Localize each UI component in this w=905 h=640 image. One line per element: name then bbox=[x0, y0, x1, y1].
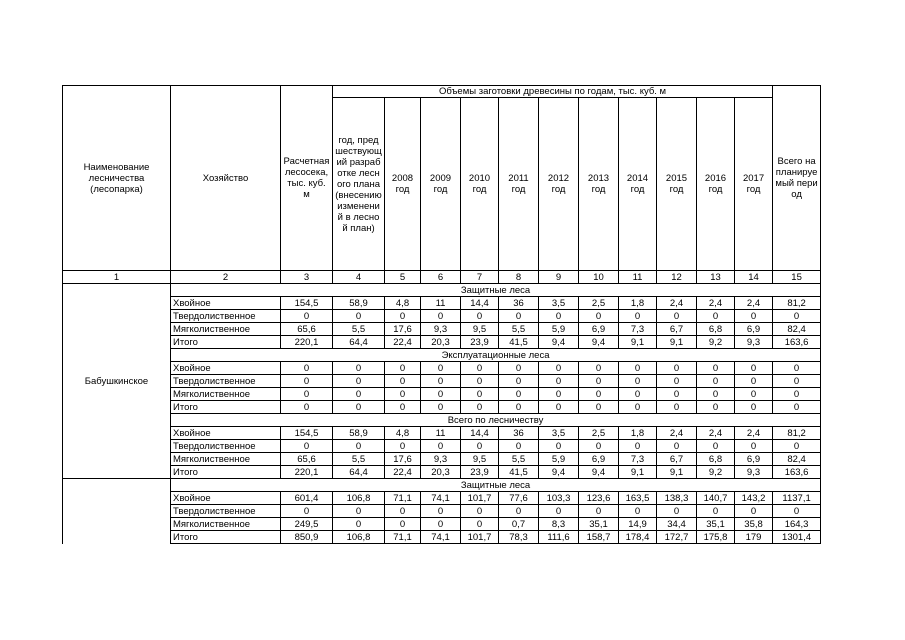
table-cell: 6,8 bbox=[697, 453, 735, 466]
table-cell: 14,4 bbox=[461, 297, 499, 310]
header-year: 2015 год bbox=[657, 98, 697, 271]
table-cell: 77,6 bbox=[499, 492, 539, 505]
table-cell: 0 bbox=[697, 375, 735, 388]
table-cell: 6,7 bbox=[657, 323, 697, 336]
table-cell: 64,4 bbox=[333, 466, 385, 479]
table-row bbox=[63, 492, 821, 505]
table-cell: 0 bbox=[735, 310, 773, 323]
column-number: 3 bbox=[281, 271, 333, 284]
table-cell: 9,1 bbox=[657, 336, 697, 349]
table-cell: 0 bbox=[333, 362, 385, 375]
table-cell: 0 bbox=[385, 518, 421, 531]
section-title: Защитные леса bbox=[171, 284, 821, 297]
table-cell: 0 bbox=[281, 440, 333, 453]
table-cell: 179 bbox=[735, 531, 773, 544]
row-label: Хвойное bbox=[171, 362, 281, 375]
table-cell: 36 bbox=[499, 427, 539, 440]
table-cell: 0 bbox=[281, 388, 333, 401]
table-cell: 0 bbox=[773, 505, 821, 518]
row-label: Хвойное bbox=[171, 297, 281, 310]
table-row bbox=[63, 453, 821, 466]
section-title: Всего по лесничеству bbox=[171, 414, 821, 427]
table-cell: 1,8 bbox=[619, 297, 657, 310]
table-cell: 0 bbox=[281, 375, 333, 388]
table-cell: 0 bbox=[333, 310, 385, 323]
table-cell: 17,6 bbox=[385, 323, 421, 336]
table-cell: 172,7 bbox=[657, 531, 697, 544]
table-cell: 5,5 bbox=[333, 323, 385, 336]
table-cell: 0 bbox=[697, 505, 735, 518]
table-cell: 143,2 bbox=[735, 492, 773, 505]
table-row bbox=[63, 375, 821, 388]
table-cell: 0 bbox=[773, 401, 821, 414]
section-row bbox=[63, 414, 821, 427]
row-label: Твердолиственное bbox=[171, 505, 281, 518]
table-cell: 0 bbox=[539, 388, 579, 401]
table-cell: 71,1 bbox=[385, 531, 421, 544]
table-cell: 35,1 bbox=[697, 518, 735, 531]
table-cell: 0 bbox=[281, 362, 333, 375]
table-cell: 81,2 bbox=[773, 427, 821, 440]
table-cell: 0 bbox=[333, 401, 385, 414]
table-cell: 9,3 bbox=[421, 323, 461, 336]
table-cell: 0 bbox=[697, 401, 735, 414]
forestry-name: Бабушкинское bbox=[63, 284, 171, 479]
table-cell: 9,4 bbox=[579, 466, 619, 479]
table-cell: 58,9 bbox=[333, 427, 385, 440]
table-row bbox=[63, 323, 821, 336]
table-cell: 106,8 bbox=[333, 492, 385, 505]
table-cell: 0 bbox=[657, 310, 697, 323]
table-cell: 0 bbox=[735, 505, 773, 518]
header-total: Всего на планируемый период bbox=[773, 86, 821, 271]
table-cell: 0 bbox=[657, 440, 697, 453]
table-cell: 5,5 bbox=[333, 453, 385, 466]
table-cell: 0 bbox=[539, 362, 579, 375]
table-cell: 14,4 bbox=[461, 427, 499, 440]
row-label: Мягколиственное bbox=[171, 323, 281, 336]
table-cell: 0 bbox=[333, 518, 385, 531]
table-row bbox=[63, 518, 821, 531]
table-cell: 0 bbox=[421, 362, 461, 375]
row-label: Мягколиственное bbox=[171, 453, 281, 466]
table-cell: 78,3 bbox=[499, 531, 539, 544]
table-cell: 164,3 bbox=[773, 518, 821, 531]
table-cell: 163,6 bbox=[773, 336, 821, 349]
section-title: Эксплуатационные леса bbox=[171, 349, 821, 362]
table-row bbox=[63, 440, 821, 453]
table-cell: 163,5 bbox=[619, 492, 657, 505]
table-cell: 0 bbox=[539, 505, 579, 518]
table-cell: 0 bbox=[619, 362, 657, 375]
column-number: 6 bbox=[421, 271, 461, 284]
table-cell: 163,6 bbox=[773, 466, 821, 479]
table-cell: 5,9 bbox=[539, 453, 579, 466]
table-cell: 101,7 bbox=[461, 492, 499, 505]
table-cell: 0,7 bbox=[499, 518, 539, 531]
column-number: 2 bbox=[171, 271, 281, 284]
table-cell: 0 bbox=[421, 505, 461, 518]
table-cell: 11 bbox=[421, 297, 461, 310]
header-year: 2017 год bbox=[735, 98, 773, 271]
table-cell: 23,9 bbox=[461, 336, 499, 349]
table-cell: 0 bbox=[735, 375, 773, 388]
table-cell: 0 bbox=[499, 362, 539, 375]
table-cell: 23,9 bbox=[461, 466, 499, 479]
table-cell: 3,5 bbox=[539, 297, 579, 310]
table-cell: 7,3 bbox=[619, 323, 657, 336]
table-cell: 0 bbox=[735, 388, 773, 401]
header-cut: Расчетная лесосека, тыс. куб. м bbox=[281, 86, 333, 271]
table-cell: 0 bbox=[499, 440, 539, 453]
column-number: 11 bbox=[619, 271, 657, 284]
table-cell: 0 bbox=[385, 401, 421, 414]
table-cell: 0 bbox=[421, 401, 461, 414]
row-label: Итого bbox=[171, 531, 281, 544]
table-cell: 5,9 bbox=[539, 323, 579, 336]
table-cell: 0 bbox=[657, 375, 697, 388]
table-cell: 6,8 bbox=[697, 323, 735, 336]
table-cell: 178,4 bbox=[619, 531, 657, 544]
table-cell: 22,4 bbox=[385, 466, 421, 479]
table-cell: 0 bbox=[773, 388, 821, 401]
table-cell: 2,5 bbox=[579, 297, 619, 310]
row-label: Итого bbox=[171, 401, 281, 414]
table-cell: 20,3 bbox=[421, 466, 461, 479]
table-cell: 0 bbox=[579, 310, 619, 323]
table-cell: 0 bbox=[579, 505, 619, 518]
column-number: 9 bbox=[539, 271, 579, 284]
table-cell: 0 bbox=[579, 375, 619, 388]
header-economy: Хозяйство bbox=[171, 86, 281, 271]
table-cell: 106,8 bbox=[333, 531, 385, 544]
table-cell: 14,9 bbox=[619, 518, 657, 531]
table-cell: 0 bbox=[619, 505, 657, 518]
table-cell: 154,5 bbox=[281, 297, 333, 310]
table-cell: 9,4 bbox=[539, 466, 579, 479]
table-cell: 0 bbox=[385, 388, 421, 401]
row-label: Хвойное bbox=[171, 492, 281, 505]
column-numbering-row bbox=[63, 271, 821, 284]
harvest-volume-table bbox=[62, 85, 821, 544]
table-row bbox=[63, 362, 821, 375]
table-cell: 0 bbox=[421, 388, 461, 401]
table-cell: 65,6 bbox=[281, 323, 333, 336]
table-cell: 9,2 bbox=[697, 466, 735, 479]
table-cell: 2,5 bbox=[579, 427, 619, 440]
table-cell: 0 bbox=[539, 401, 579, 414]
table-cell: 0 bbox=[539, 375, 579, 388]
row-label: Мягколиственное bbox=[171, 518, 281, 531]
table-cell: 9,5 bbox=[461, 453, 499, 466]
table-cell: 0 bbox=[697, 310, 735, 323]
table-cell: 175,8 bbox=[697, 531, 735, 544]
table-cell: 0 bbox=[773, 440, 821, 453]
column-number: 8 bbox=[499, 271, 539, 284]
table-cell: 9,5 bbox=[461, 323, 499, 336]
table-cell: 0 bbox=[619, 375, 657, 388]
header-year: 2008 год bbox=[385, 98, 421, 271]
table-cell: 0 bbox=[619, 310, 657, 323]
table-cell: 140,7 bbox=[697, 492, 735, 505]
header-prev-year: год, предшествующий разработке лесного плана (внесению изменений в лесной план) bbox=[333, 98, 385, 271]
table-cell: 34,4 bbox=[657, 518, 697, 531]
table-cell: 0 bbox=[333, 440, 385, 453]
table-cell: 0 bbox=[735, 401, 773, 414]
table-cell: 0 bbox=[619, 440, 657, 453]
table-row bbox=[63, 401, 821, 414]
table-row bbox=[63, 466, 821, 479]
table-cell: 101,7 bbox=[461, 531, 499, 544]
table-cell: 0 bbox=[539, 440, 579, 453]
column-number: 5 bbox=[385, 271, 421, 284]
header-year: 2011 год bbox=[499, 98, 539, 271]
table-cell: 0 bbox=[385, 310, 421, 323]
table-cell: 0 bbox=[385, 362, 421, 375]
row-label: Хвойное bbox=[171, 427, 281, 440]
section-row bbox=[63, 479, 821, 492]
table-cell: 0 bbox=[461, 440, 499, 453]
table-cell: 81,2 bbox=[773, 297, 821, 310]
table-cell: 2,4 bbox=[697, 297, 735, 310]
section-row bbox=[63, 284, 821, 297]
column-number: 15 bbox=[773, 271, 821, 284]
table-cell: 0 bbox=[499, 310, 539, 323]
table-cell: 9,3 bbox=[735, 466, 773, 479]
table-cell: 601,4 bbox=[281, 492, 333, 505]
table-cell: 65,6 bbox=[281, 453, 333, 466]
table-cell: 6,9 bbox=[735, 453, 773, 466]
table-cell: 4,8 bbox=[385, 297, 421, 310]
header-year: 2010 год bbox=[461, 98, 499, 271]
table-cell: 0 bbox=[461, 388, 499, 401]
table-cell: 0 bbox=[385, 440, 421, 453]
table-cell: 1301,4 bbox=[773, 531, 821, 544]
table-cell: 20,3 bbox=[421, 336, 461, 349]
table-cell: 8,3 bbox=[539, 518, 579, 531]
table-cell: 0 bbox=[461, 375, 499, 388]
column-number: 1 bbox=[63, 271, 171, 284]
table-cell: 74,1 bbox=[421, 492, 461, 505]
forestry-name bbox=[63, 479, 171, 544]
column-number: 14 bbox=[735, 271, 773, 284]
table-cell: 41,5 bbox=[499, 466, 539, 479]
section-title: Защитные леса bbox=[171, 479, 821, 492]
table-cell: 3,5 bbox=[539, 427, 579, 440]
table-cell: 9,1 bbox=[657, 466, 697, 479]
table-cell: 0 bbox=[773, 362, 821, 375]
table-cell: 2,4 bbox=[657, 427, 697, 440]
table-row bbox=[63, 310, 821, 323]
table-cell: 2,4 bbox=[657, 297, 697, 310]
column-number: 7 bbox=[461, 271, 499, 284]
table-row bbox=[63, 336, 821, 349]
row-label: Итого bbox=[171, 336, 281, 349]
table-cell: 0 bbox=[657, 401, 697, 414]
header-year: 2013 год bbox=[579, 98, 619, 271]
table-cell: 36 bbox=[499, 297, 539, 310]
table-cell: 220,1 bbox=[281, 336, 333, 349]
table-cell: 0 bbox=[499, 375, 539, 388]
table-cell: 2,4 bbox=[735, 427, 773, 440]
table-cell: 0 bbox=[421, 440, 461, 453]
header-year: 2016 год bbox=[697, 98, 735, 271]
table-cell: 220,1 bbox=[281, 466, 333, 479]
table-cell: 74,1 bbox=[421, 531, 461, 544]
row-label: Твердолиственное bbox=[171, 375, 281, 388]
table-cell: 11 bbox=[421, 427, 461, 440]
table-cell: 0 bbox=[421, 310, 461, 323]
table-cell: 82,4 bbox=[773, 453, 821, 466]
table-cell: 0 bbox=[499, 401, 539, 414]
table-cell: 0 bbox=[735, 440, 773, 453]
table-cell: 22,4 bbox=[385, 336, 421, 349]
table-cell: 0 bbox=[499, 505, 539, 518]
table-cell: 0 bbox=[735, 362, 773, 375]
table-cell: 2,4 bbox=[697, 427, 735, 440]
table-cell: 249,5 bbox=[281, 518, 333, 531]
table-cell: 0 bbox=[461, 310, 499, 323]
column-number: 4 bbox=[333, 271, 385, 284]
table-cell: 9,4 bbox=[579, 336, 619, 349]
header-volumes: Объемы заготовки древесины по годам, тыс. куб. м bbox=[333, 86, 773, 98]
table-cell: 0 bbox=[333, 375, 385, 388]
table-cell: 0 bbox=[385, 375, 421, 388]
table-cell: 7,3 bbox=[619, 453, 657, 466]
section-row bbox=[63, 349, 821, 362]
header-year: 2014 год bbox=[619, 98, 657, 271]
row-label: Мягколиственное bbox=[171, 388, 281, 401]
table-cell: 9,1 bbox=[619, 466, 657, 479]
table-cell: 0 bbox=[773, 310, 821, 323]
table-cell: 64,4 bbox=[333, 336, 385, 349]
table-cell: 58,9 bbox=[333, 297, 385, 310]
table-cell: 0 bbox=[619, 401, 657, 414]
table-cell: 71,1 bbox=[385, 492, 421, 505]
table-cell: 17,6 bbox=[385, 453, 421, 466]
table-cell: 5,5 bbox=[499, 323, 539, 336]
table-cell: 0 bbox=[697, 362, 735, 375]
table-cell: 6,9 bbox=[579, 453, 619, 466]
table-cell: 0 bbox=[579, 440, 619, 453]
table-row bbox=[63, 388, 821, 401]
table-cell: 0 bbox=[461, 518, 499, 531]
table-cell: 138,3 bbox=[657, 492, 697, 505]
table-cell: 1137,1 bbox=[773, 492, 821, 505]
table-cell: 0 bbox=[619, 388, 657, 401]
table-cell: 4,8 bbox=[385, 427, 421, 440]
column-number: 13 bbox=[697, 271, 735, 284]
table-cell: 35,8 bbox=[735, 518, 773, 531]
table-cell: 82,4 bbox=[773, 323, 821, 336]
table-cell: 9,4 bbox=[539, 336, 579, 349]
table-cell: 0 bbox=[579, 362, 619, 375]
table-cell: 0 bbox=[657, 388, 697, 401]
table-row bbox=[63, 531, 821, 544]
table-cell: 9,2 bbox=[697, 336, 735, 349]
table-cell: 35,1 bbox=[579, 518, 619, 531]
row-label: Твердолиственное bbox=[171, 310, 281, 323]
table-cell: 0 bbox=[461, 505, 499, 518]
table-cell: 9,3 bbox=[735, 336, 773, 349]
table-cell: 6,9 bbox=[735, 323, 773, 336]
table-cell: 0 bbox=[697, 440, 735, 453]
table-cell: 0 bbox=[421, 518, 461, 531]
column-number: 10 bbox=[579, 271, 619, 284]
table-cell: 41,5 bbox=[499, 336, 539, 349]
table-cell: 0 bbox=[499, 388, 539, 401]
table-row bbox=[63, 427, 821, 440]
table-cell: 0 bbox=[461, 401, 499, 414]
table-cell: 0 bbox=[385, 505, 421, 518]
table-cell: 1,8 bbox=[619, 427, 657, 440]
table-cell: 0 bbox=[657, 505, 697, 518]
table-cell: 0 bbox=[281, 505, 333, 518]
table-cell: 6,7 bbox=[657, 453, 697, 466]
table-cell: 0 bbox=[579, 388, 619, 401]
header-year: 2012 год bbox=[539, 98, 579, 271]
row-label: Итого bbox=[171, 466, 281, 479]
table-cell: 2,4 bbox=[735, 297, 773, 310]
table-cell: 0 bbox=[697, 388, 735, 401]
table-cell: 158,7 bbox=[579, 531, 619, 544]
table-cell: 103,3 bbox=[539, 492, 579, 505]
table-cell: 0 bbox=[333, 388, 385, 401]
header-forestry: Наименование лесничества (лесопарка) bbox=[63, 86, 171, 271]
table-cell: 111,6 bbox=[539, 531, 579, 544]
column-number: 12 bbox=[657, 271, 697, 284]
table-cell: 0 bbox=[461, 362, 499, 375]
table-row bbox=[63, 297, 821, 310]
table-cell: 0 bbox=[773, 375, 821, 388]
table-cell: 9,1 bbox=[619, 336, 657, 349]
table-cell: 154,5 bbox=[281, 427, 333, 440]
header-year: 2009 год bbox=[421, 98, 461, 271]
table-cell: 850,9 bbox=[281, 531, 333, 544]
table-cell: 5,5 bbox=[499, 453, 539, 466]
table-cell: 0 bbox=[579, 401, 619, 414]
table-row bbox=[63, 505, 821, 518]
table-cell: 0 bbox=[281, 401, 333, 414]
table-cell: 0 bbox=[539, 310, 579, 323]
row-label: Твердолиственное bbox=[171, 440, 281, 453]
table-cell: 123,6 bbox=[579, 492, 619, 505]
table-cell: 9,3 bbox=[421, 453, 461, 466]
table-cell: 0 bbox=[657, 362, 697, 375]
table-cell: 0 bbox=[333, 505, 385, 518]
table-cell: 0 bbox=[281, 310, 333, 323]
table-cell: 0 bbox=[421, 375, 461, 388]
table-cell: 6,9 bbox=[579, 323, 619, 336]
